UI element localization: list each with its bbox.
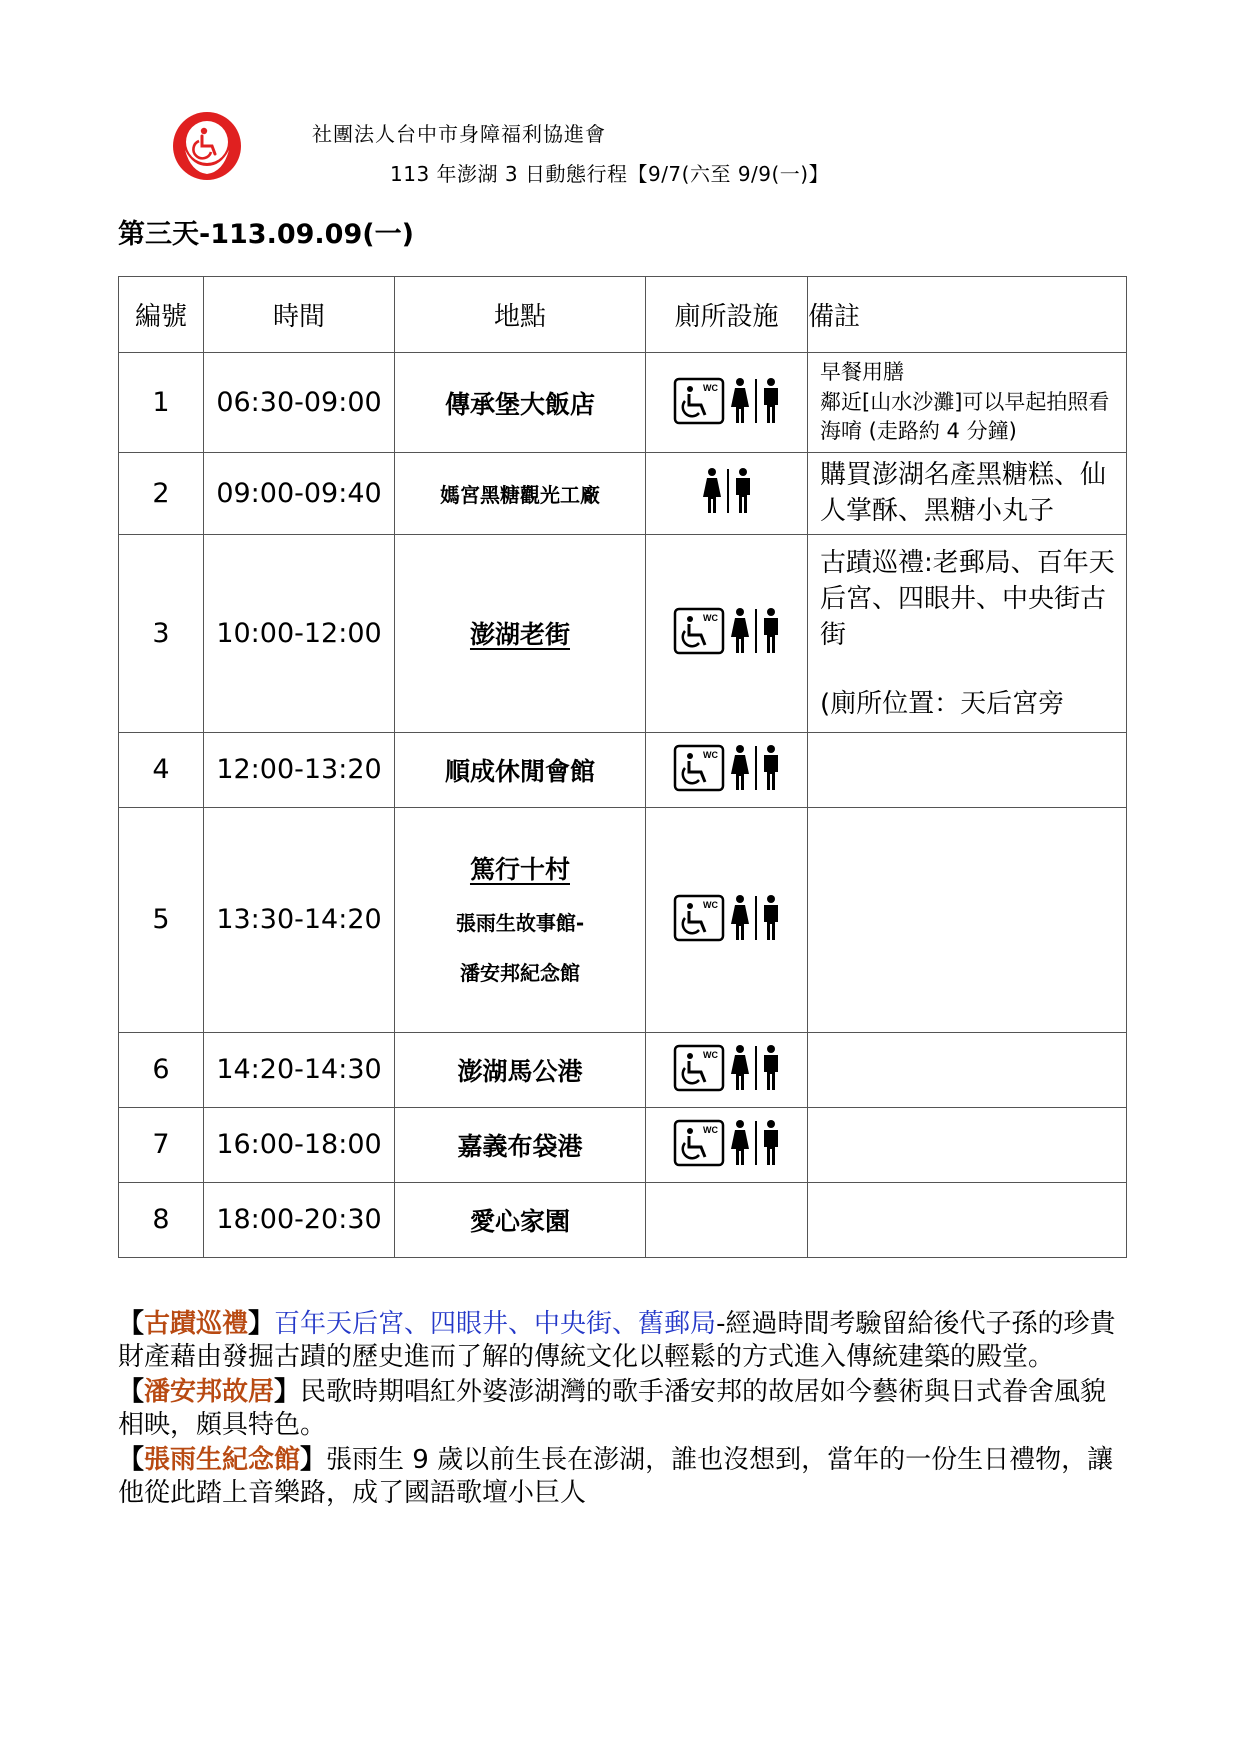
intro-paragraph: 【潘安邦故居】民歌時期唱紅外婆澎湖灣的歌手潘安邦的故居如今藝術與日式眷舍風貌相映，頗具特色。 <box>118 1377 1107 1441</box>
toilet-cell <box>646 353 808 453</box>
male-toilet-icon <box>761 1044 781 1092</box>
header-toilet: 廁所設施 <box>646 277 808 353</box>
note-empty <box>808 732 1127 807</box>
female-toilet-icon <box>729 1044 751 1092</box>
intro-sites: 百年天后宮、四眼井、中央街、舊郵局 <box>274 1309 717 1339</box>
female-toilet-icon <box>701 467 723 515</box>
accessible-wc-icon <box>673 377 725 425</box>
toilet-cell <box>646 1107 808 1182</box>
toilet-cell <box>646 1182 808 1257</box>
table-row <box>119 453 1127 535</box>
svg-text:WC: WC <box>702 1124 718 1135</box>
accessible-wc-icon <box>673 607 725 655</box>
note-line: 古蹟巡禮:老郵局、百年天后宮、四眼井、中央街古街 <box>820 547 1115 651</box>
intro-paragraph: 【張雨生紀念館】張雨生 9 歲以前生長在澎湖，誰也沒想到，當年的一份生日禮物，讓他從此踏上音樂路，成了國語歌壇小巨人 <box>118 1445 1114 1509</box>
row-place: 澎湖馬公港 <box>457 1056 583 1086</box>
row-time: 13:30-14:20 <box>204 807 395 1032</box>
male-toilet-icon <box>761 894 781 942</box>
attraction-intro <box>118 1308 1128 1512</box>
toilet-divider <box>755 1046 757 1090</box>
header-time: 時間 <box>204 277 395 353</box>
row-place: 愛心家園 <box>469 1206 570 1236</box>
row-no: 5 <box>119 807 204 1032</box>
row-time: 09:00-09:40 <box>204 453 395 535</box>
svg-text:WC: WC <box>702 899 718 910</box>
note-empty <box>808 1182 1127 1257</box>
female-toilet-icon <box>729 607 751 655</box>
svg-text:WC: WC <box>702 613 718 624</box>
male-toilet-icon <box>761 744 781 792</box>
accessible-wc-icon <box>673 1044 725 1092</box>
table-row <box>119 807 1127 1032</box>
table-row <box>119 1032 1127 1107</box>
svg-text:WC: WC <box>702 1049 718 1060</box>
row-no: 7 <box>119 1107 204 1182</box>
female-toilet-icon <box>729 894 751 942</box>
male-toilet-icon <box>761 377 781 425</box>
table-row <box>119 534 1127 732</box>
note-empty <box>808 807 1127 1032</box>
intro-text: 張雨生 9 歲以前生長在澎湖，誰也沒想到，當年的一份生日禮物，讓他從此踏上音樂路，成了國語歌壇小巨人 <box>118 1445 1114 1509</box>
row-place: 傳承堡大飯店 <box>444 389 595 419</box>
toilet-divider <box>755 609 757 653</box>
row-place-sub: 潘安邦紀念館 <box>460 960 580 985</box>
row-no: 2 <box>119 453 204 535</box>
accessible-wc-icon <box>673 1119 725 1167</box>
note-empty <box>808 1107 1127 1182</box>
accessible-wc-icon <box>673 744 725 792</box>
row-no: 8 <box>119 1182 204 1257</box>
row-time: 16:00-18:00 <box>204 1107 395 1182</box>
toilet-divider <box>755 896 757 940</box>
male-toilet-icon <box>761 607 781 655</box>
header-note: 備註 <box>808 277 1127 353</box>
row-time: 10:00-12:00 <box>204 534 395 732</box>
header-place: 地點 <box>395 277 646 353</box>
row-place: 媽宮黑糖觀光工廠 <box>440 482 600 507</box>
male-toilet-icon <box>733 467 753 515</box>
female-toilet-icon <box>729 744 751 792</box>
note-line: (廁所位置：天后宮旁 <box>820 688 1065 719</box>
intro-text: -經過時間考驗留給後代子孫的珍貴財產藉由發掘古蹟的歷史進而了解的傳統文化以輕鬆的方式進入傳統建築的殿堂。 <box>118 1309 1116 1373</box>
toilet-divider <box>755 746 757 790</box>
note-line: 早餐用膳 <box>820 360 904 385</box>
svg-text:WC: WC <box>702 382 718 393</box>
intro-paragraph: 【古蹟巡禮】百年天后宮、四眼井、中央街、舊郵局-經過時間考驗留給後代子孫的珍貴財產藉由發掘古蹟的歷史進而了解的傳統文化以輕鬆的方式進入傳統建築的殿堂。 <box>118 1309 1116 1373</box>
note-empty <box>808 1032 1127 1107</box>
male-toilet-icon <box>761 1119 781 1167</box>
row-place: 澎湖老街 <box>469 620 570 650</box>
toilet-divider <box>727 469 729 513</box>
female-toilet-icon <box>729 377 751 425</box>
table-row <box>119 353 1127 453</box>
row-place-sub: 張雨生故事館- <box>455 910 585 935</box>
table-row <box>119 732 1127 807</box>
row-time: 06:30-09:00 <box>204 353 395 453</box>
association-logo <box>171 110 243 182</box>
row-place: 嘉義布袋港 <box>457 1131 583 1161</box>
day-heading: 第三天-113.09.09(一) <box>118 219 414 250</box>
toilet-cell <box>646 1032 808 1107</box>
note-line: 鄰近[山水沙灘]可以早起拍照看海唷 (走路約 4 分鐘) <box>820 389 1110 444</box>
intro-text: 民歌時期唱紅外婆澎湖灣的歌手潘安邦的故居如今藝術與日式眷舍風貌相映，頗具特色。 <box>118 1377 1107 1441</box>
intro-title: 潘安邦故居 <box>144 1377 275 1408</box>
row-time: 12:00-13:20 <box>204 732 395 807</box>
row-time: 14:20-14:30 <box>204 1032 395 1107</box>
svg-text:WC: WC <box>702 749 718 760</box>
row-no: 3 <box>119 534 204 732</box>
note-line: 購買澎湖名產黑糖糕、仙人掌酥、黑糖小丸子 <box>820 460 1107 527</box>
intro-title: 古蹟巡禮 <box>144 1309 249 1339</box>
intro-title: 張雨生紀念館 <box>144 1445 301 1476</box>
trip-title: 113 年澎湖 3 日動態行程【9/7(六至 9/9(一)】 <box>390 162 830 186</box>
toilet-cell <box>646 534 808 732</box>
table-row <box>119 1107 1127 1182</box>
table-header-row <box>119 277 1127 353</box>
table-row <box>119 1182 1127 1257</box>
toilet-cell <box>646 732 808 807</box>
row-no: 4 <box>119 732 204 807</box>
header-no: 編號 <box>119 277 204 353</box>
accessible-wc-icon <box>673 894 725 942</box>
row-no: 1 <box>119 353 204 453</box>
toilet-cell <box>646 453 808 535</box>
row-place: 順成休閒會館 <box>444 756 595 786</box>
toilet-cell <box>646 807 808 1032</box>
toilet-divider <box>755 379 757 423</box>
row-no: 6 <box>119 1032 204 1107</box>
toilet-divider <box>755 1121 757 1165</box>
itinerary-table <box>118 276 1127 1258</box>
row-place: 篤行十村 <box>469 854 570 884</box>
row-time: 18:00-20:30 <box>204 1182 395 1257</box>
org-name: 社團法人台中市身障福利協進會 <box>312 122 606 146</box>
female-toilet-icon <box>729 1119 751 1167</box>
